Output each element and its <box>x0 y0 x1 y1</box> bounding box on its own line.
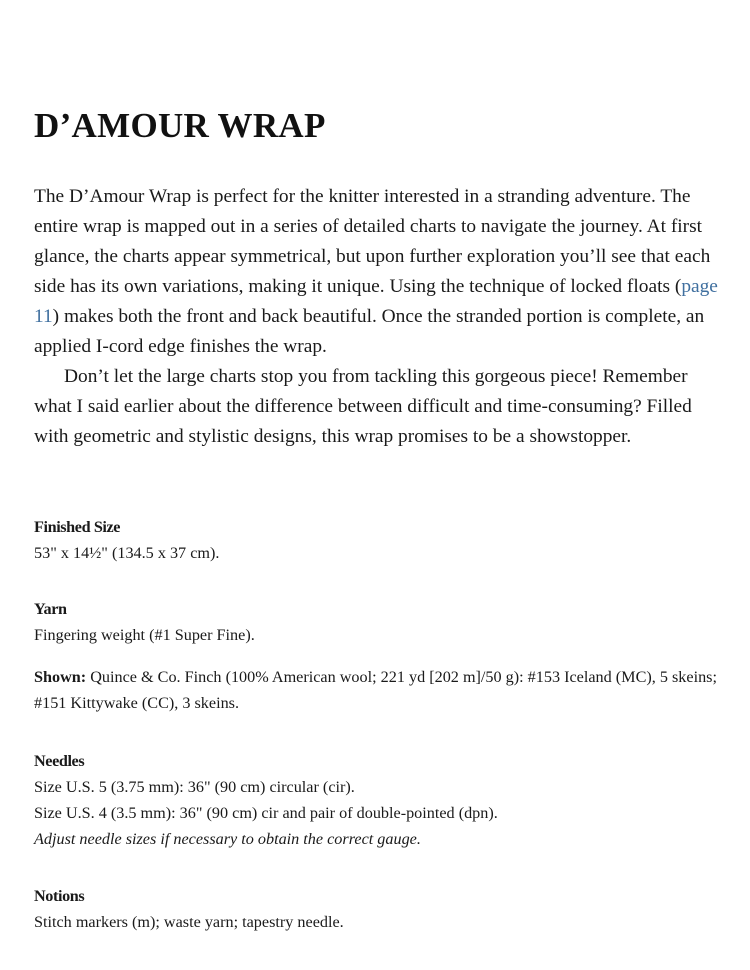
yarn-shown-section <box>34 664 724 716</box>
needles-heading: Needles <box>34 752 85 770</box>
needles-note: Adjust needle sizes if necessary to obtain the correct gauge. <box>34 830 421 848</box>
intro-p1-before-link: The D’Amour Wrap is perfect for the knitter interested in a stranding adventure. The entire wrap is mapped out in a series of detailed charts to navigate the journey. At first glance, the charts appear symmetrical, but upon further exploration you’ll see that each side has its own variations, making it unique. Using the technique of locked floats ( <box>34 186 711 297</box>
page-reference-link[interactable]: page 11 <box>34 276 718 327</box>
needles-section <box>34 748 724 852</box>
needles-line-2: Size U.S. 4 (3.5 mm): 36" (90 cm) cir and pair of double-pointed (dpn). <box>34 804 498 822</box>
intro-p1-after-link: ) makes both the front and back beautiful. Once the stranded portion is complete, an applied I-cord edge finishes the wrap. <box>34 306 705 357</box>
finished-size-heading: Finished Size <box>34 518 121 536</box>
finished-size-value: 53" x 14½" (134.5 x 37 cm). <box>34 544 220 562</box>
needles-line-1: Size U.S. 5 (3.75 mm): 36" (90 cm) circular (cir). <box>34 778 355 796</box>
notions-heading: Notions <box>34 887 85 905</box>
yarn-shown <box>34 664 724 716</box>
yarn-shown-text: Quince & Co. Finch (100% American wool; 221 yd [202 m]/50 g): #153 Iceland (MC), 5 skeins; #151 Kittywake (CC), 3 skeins. <box>34 668 717 712</box>
finished-size-section <box>34 514 724 566</box>
page-title: D’AMOUR WRAP <box>34 106 326 145</box>
notions-section <box>34 883 724 935</box>
intro-paragraph-2: Don’t let the large charts stop you from tackling this gorgeous piece! Remember what I said earlier about the difference between difficult and time-consuming? Filled with geometric and stylistic designs, this wrap promises to be a showstopper. <box>34 366 692 447</box>
yarn-heading: Yarn <box>34 600 67 618</box>
yarn-shown-label: Shown: <box>34 668 87 686</box>
intro-text <box>34 182 724 452</box>
notions-value: Stitch markers (m); waste yarn; tapestry needle. <box>34 913 344 931</box>
intro-paragraph-1 <box>34 182 724 362</box>
yarn-value: Fingering weight (#1 Super Fine). <box>34 626 255 644</box>
yarn-section <box>34 596 724 648</box>
